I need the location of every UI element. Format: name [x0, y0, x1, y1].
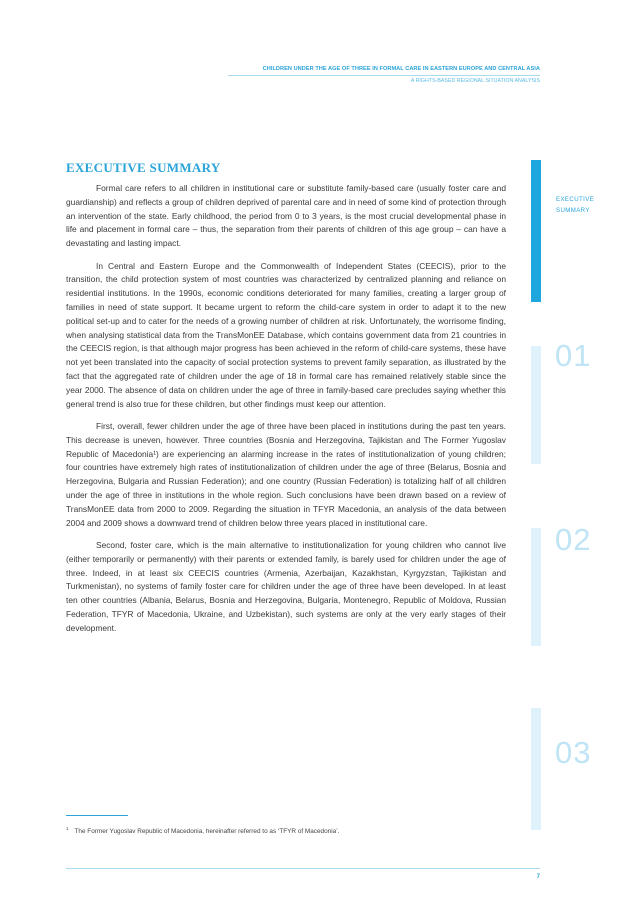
paragraph-3: First, overall, fewer children under the age of three have been placed in institutions during the past ten years. This decrease is uneven, however. Three countries (Bosnia and Herzegovina, Tajikistan and The Former Yugoslav Republic of Macedonia¹) are experiencing an alarming increase in the rates of institutionalization of young children; four countries have extremely high rates of institutionalization of children under the age of three (Belarus, Bosnia and Herzegovina, Bulgaria and Russian Federation); and one country (Russian Federation) is totalizing half of all children under the age of three in institutions in the whole region. Such conclusions have been drawn based on a review of TransMonEE data from 2000 to 2009. Regarding the situation in TFYR Macedonia, an analysis of the data between 2004 and 2009 shows a downward trend of children below three years placed in institutional care.	[66, 420, 506, 528]
sidebar-bar-03	[531, 708, 541, 830]
footnote-marker: 1	[66, 826, 69, 831]
sidebar-number-01: 01	[555, 338, 592, 373]
footnote-rule	[66, 815, 128, 816]
section-title: EXECUTIVE SUMMARY	[66, 160, 221, 175]
sidebar-label-line-1: EXECUTIVE	[556, 196, 595, 203]
footer-rule	[66, 868, 540, 869]
paragraph-4: Second, foster care, which is the main alternative to institutionalization for young children who cannot live (either temporarily or permanently) with their parents or extended family, is barely used for children under the age of three. Indeed, in at least six CEECIS countries (Armenia, Azerbaijan, Kazakhstan, Kyrgyzstan, Tajikistan and Turkmenistan), no systems of family foster care for children under the age of three have been developed. In at least ten other countries (Albania, Belarus, Bosnia and Herzegovina, Bulgaria, Montenegro, Republic of Moldova, Russian Federation, TFYR of Macedonia, Ukraine, and Uzbekistan), such systems are only at the very early stages of their development.	[66, 539, 506, 633]
sidebar-number-02: 02	[555, 522, 592, 557]
footnote	[66, 826, 506, 835]
sidebar-label-line-2: SUMMARY	[556, 207, 590, 214]
sidebar-label-executive-summary	[556, 194, 594, 216]
paragraph-2: In Central and Eastern Europe and the Commonwealth of Independent States (CEECIS), prior to the transition, the child protection system of most countries was characterized by centralized planning and reliance on residential institutions. In the 1990s, economic conditions deteriorated for many families, creating a larger group of families in need of state support. It became urgent to reform the child-care system in order to adapt it to the new political set-up and to cater for the needs of a growing number of children at risk. Unfortunately, the worrisome finding, when analysing statistical data from the TransMonEE Database, which contains government data from 21 countries in the CEECIS region, is that although major progress has been achieved in the reform of child-care systems, these have not yet been translated into the capacity of social protection systems to prevent family separation, as illustrated by the fact that the aggregated rate of children under the age of 18 in formal care has remained relatively stable since the year 2000. The absence of data on children under the age of three in family-based care precludes saying whether this general trend is also true for these children, but other findings must keep our attention.	[66, 260, 506, 409]
body-text	[66, 182, 506, 644]
header-rule	[228, 75, 540, 76]
sidebar-bar-executive-summary	[531, 160, 541, 302]
footnote-text: The Former Yugoslav Republic of Macedonia, hereinafter referred to as ‘TFYR of Macedonia’.	[74, 828, 340, 836]
page-number: 7	[536, 874, 540, 880]
paragraph-1: Formal care refers to all children in institutional care or substitute family-based care (usually foster care and guardianship) and reflects a group of children deprived of parental care and in need of some kind of protection through an intervention of the state. Early childhood, the period from 0 to 3 years, is the most crucial developmental phase in life and placement in formal care – thus, the separation from their parents of children of this age group – can have a devastating and lasting impact.	[66, 183, 506, 249]
running-header-title: CHILDREN UNDER THE AGE OF THREE IN FORMAL CARE IN EASTERN EUROPE AND CENTRAL ASIA	[262, 66, 540, 72]
sidebar-bar-01	[531, 346, 541, 464]
running-header-subtitle: A RIGHTS-BASED REGIONAL SITUATION ANALYSIS	[410, 78, 540, 84]
sidebar-bar-02	[531, 528, 541, 646]
sidebar-number-03: 03	[555, 735, 592, 770]
